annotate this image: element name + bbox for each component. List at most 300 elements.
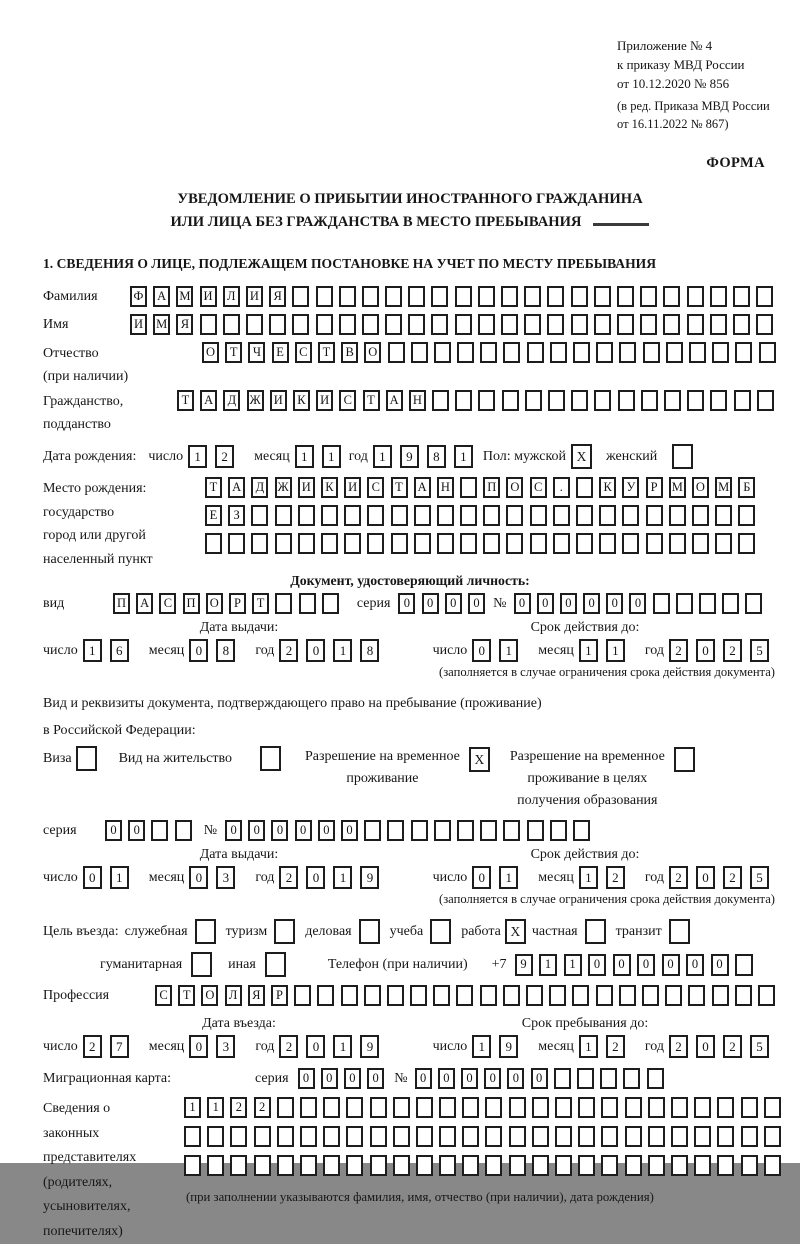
char-cell[interactable]: И xyxy=(200,286,217,307)
char-cell[interactable] xyxy=(506,533,523,554)
char-cell[interactable]: Д xyxy=(251,477,268,498)
char-cell[interactable] xyxy=(432,390,449,411)
char-cell[interactable] xyxy=(640,314,657,335)
char-cell[interactable] xyxy=(509,1126,526,1147)
char-cell[interactable] xyxy=(578,1155,595,1176)
char-cell[interactable] xyxy=(277,1155,294,1176)
char-cell[interactable]: 9 xyxy=(499,1035,518,1058)
char-cell[interactable] xyxy=(339,286,356,307)
char-cell[interactable] xyxy=(741,1097,758,1118)
char-cell[interactable] xyxy=(524,286,541,307)
char-cell[interactable] xyxy=(460,477,477,498)
char-cell[interactable] xyxy=(230,1155,247,1176)
char-cell[interactable] xyxy=(385,286,402,307)
char-cell[interactable] xyxy=(205,533,222,554)
char-cell[interactable] xyxy=(151,820,168,841)
char-cell[interactable]: 1 xyxy=(295,445,314,468)
char-cell[interactable]: К xyxy=(293,390,310,411)
char-cell[interactable] xyxy=(594,314,611,335)
char-cell[interactable] xyxy=(576,533,593,554)
char-cell[interactable] xyxy=(712,342,729,363)
char-cell[interactable] xyxy=(664,390,681,411)
char-cell[interactable]: Т xyxy=(391,477,408,498)
char-cell[interactable] xyxy=(547,286,564,307)
char-cell[interactable] xyxy=(554,1068,571,1089)
char-cell[interactable]: 5 xyxy=(750,639,769,662)
char-cell[interactable] xyxy=(414,505,431,526)
char-cell[interactable]: 0 xyxy=(696,639,715,662)
char-cell[interactable]: 8 xyxy=(360,639,379,662)
char-cell[interactable] xyxy=(246,314,263,335)
char-cell[interactable] xyxy=(455,314,472,335)
char-cell[interactable] xyxy=(573,820,590,841)
char-cell[interactable] xyxy=(646,505,663,526)
char-cell[interactable]: 0 xyxy=(472,639,491,662)
char-cell[interactable] xyxy=(622,533,639,554)
char-cell[interactable] xyxy=(462,1126,479,1147)
char-cell[interactable]: 1 xyxy=(333,1035,352,1058)
char-cell[interactable] xyxy=(408,314,425,335)
char-cell[interactable]: 0 xyxy=(438,1068,455,1089)
char-cell[interactable]: Р xyxy=(646,477,663,498)
char-cell[interactable] xyxy=(619,985,636,1006)
char-cell[interactable] xyxy=(385,314,402,335)
char-cell[interactable]: О xyxy=(364,342,381,363)
char-cell[interactable] xyxy=(622,505,639,526)
char-cell[interactable] xyxy=(300,1097,317,1118)
char-cell[interactable] xyxy=(506,505,523,526)
char-cell[interactable]: 7 xyxy=(110,1035,129,1058)
char-cell[interactable]: А xyxy=(153,286,170,307)
char-cell[interactable] xyxy=(391,505,408,526)
char-cell[interactable] xyxy=(433,985,450,1006)
char-cell[interactable] xyxy=(455,390,472,411)
char-cell[interactable] xyxy=(439,1097,456,1118)
char-cell[interactable]: 1 xyxy=(579,1035,598,1058)
char-cell[interactable]: 0 xyxy=(306,1035,325,1058)
char-cell[interactable] xyxy=(692,505,709,526)
char-cell[interactable]: Т xyxy=(225,342,242,363)
char-cell[interactable] xyxy=(764,1155,781,1176)
option-temp-residence-education-checkbox[interactable] xyxy=(674,747,695,772)
char-cell[interactable]: 5 xyxy=(750,1035,769,1058)
char-cell[interactable] xyxy=(694,1126,711,1147)
char-cell[interactable] xyxy=(687,286,704,307)
char-cell[interactable] xyxy=(408,286,425,307)
char-cell[interactable] xyxy=(292,314,309,335)
char-cell[interactable] xyxy=(665,985,682,1006)
char-cell[interactable] xyxy=(478,314,495,335)
char-cell[interactable]: А xyxy=(414,477,431,498)
char-cell[interactable] xyxy=(184,1126,201,1147)
char-cell[interactable] xyxy=(648,1126,665,1147)
char-cell[interactable] xyxy=(298,533,315,554)
char-cell[interactable]: К xyxy=(321,477,338,498)
char-cell[interactable]: 1 xyxy=(333,639,352,662)
char-cell[interactable] xyxy=(596,342,613,363)
option-temp-residence-checkbox[interactable]: X xyxy=(469,747,490,772)
char-cell[interactable]: 0 xyxy=(468,593,485,614)
char-cell[interactable] xyxy=(393,1126,410,1147)
char-cell[interactable]: 0 xyxy=(613,954,631,976)
char-cell[interactable]: 1 xyxy=(184,1097,201,1118)
char-cell[interactable] xyxy=(503,820,520,841)
char-cell[interactable]: 9 xyxy=(360,866,379,889)
char-cell[interactable]: 0 xyxy=(306,866,325,889)
char-cell[interactable] xyxy=(457,820,474,841)
char-cell[interactable]: 5 xyxy=(750,866,769,889)
char-cell[interactable] xyxy=(555,1155,572,1176)
char-cell[interactable]: 0 xyxy=(662,954,680,976)
char-cell[interactable]: 0 xyxy=(83,866,102,889)
char-cell[interactable] xyxy=(370,1097,387,1118)
char-cell[interactable] xyxy=(764,1126,781,1147)
char-cell[interactable]: С xyxy=(155,985,172,1006)
char-cell[interactable] xyxy=(300,1155,317,1176)
char-cell[interactable]: 0 xyxy=(189,1035,208,1058)
char-cell[interactable] xyxy=(594,390,611,411)
char-cell[interactable] xyxy=(434,342,451,363)
char-cell[interactable]: 2 xyxy=(669,866,688,889)
char-cell[interactable]: 1 xyxy=(579,639,598,662)
char-cell[interactable]: Т xyxy=(177,390,194,411)
char-cell[interactable] xyxy=(299,593,316,614)
char-cell[interactable]: Л xyxy=(223,286,240,307)
char-cell[interactable] xyxy=(669,505,686,526)
char-cell[interactable] xyxy=(550,820,567,841)
char-cell[interactable] xyxy=(758,985,775,1006)
char-cell[interactable]: 2 xyxy=(230,1097,247,1118)
char-cell[interactable]: З xyxy=(228,505,245,526)
char-cell[interactable]: 0 xyxy=(271,820,288,841)
char-cell[interactable] xyxy=(530,533,547,554)
char-cell[interactable] xyxy=(294,985,311,1006)
char-cell[interactable]: 1 xyxy=(110,866,129,889)
purpose-humanitarian-checkbox[interactable] xyxy=(191,952,212,977)
char-cell[interactable] xyxy=(555,1097,572,1118)
char-cell[interactable] xyxy=(416,1155,433,1176)
char-cell[interactable]: 0 xyxy=(514,593,531,614)
char-cell[interactable] xyxy=(292,286,309,307)
char-cell[interactable] xyxy=(300,1126,317,1147)
char-cell[interactable]: 2 xyxy=(723,639,742,662)
char-cell[interactable] xyxy=(485,1126,502,1147)
char-cell[interactable] xyxy=(228,533,245,554)
char-cell[interactable] xyxy=(641,390,658,411)
char-cell[interactable] xyxy=(687,314,704,335)
char-cell[interactable]: 9 xyxy=(515,954,533,976)
char-cell[interactable] xyxy=(648,1155,665,1176)
char-cell[interactable] xyxy=(254,1155,271,1176)
char-cell[interactable] xyxy=(480,985,497,1006)
char-cell[interactable]: О xyxy=(506,477,523,498)
char-cell[interactable] xyxy=(715,533,732,554)
char-cell[interactable] xyxy=(387,820,404,841)
char-cell[interactable] xyxy=(254,1126,271,1147)
char-cell[interactable] xyxy=(346,1155,363,1176)
char-cell[interactable]: 3 xyxy=(216,866,235,889)
char-cell[interactable] xyxy=(666,342,683,363)
char-cell[interactable] xyxy=(687,390,704,411)
char-cell[interactable] xyxy=(230,1126,247,1147)
char-cell[interactable]: И xyxy=(344,477,361,498)
char-cell[interactable] xyxy=(346,1097,363,1118)
char-cell[interactable] xyxy=(509,1097,526,1118)
char-cell[interactable] xyxy=(688,985,705,1006)
char-cell[interactable] xyxy=(298,505,315,526)
char-cell[interactable] xyxy=(640,286,657,307)
char-cell[interactable] xyxy=(735,342,752,363)
char-cell[interactable] xyxy=(367,505,384,526)
char-cell[interactable]: 0 xyxy=(422,593,439,614)
char-cell[interactable] xyxy=(671,1155,688,1176)
char-cell[interactable]: 0 xyxy=(583,593,600,614)
char-cell[interactable] xyxy=(393,1097,410,1118)
char-cell[interactable]: Ж xyxy=(275,477,292,498)
char-cell[interactable] xyxy=(483,533,500,554)
char-cell[interactable]: Р xyxy=(229,593,246,614)
char-cell[interactable] xyxy=(576,477,593,498)
char-cell[interactable]: 1 xyxy=(499,639,518,662)
char-cell[interactable] xyxy=(321,505,338,526)
char-cell[interactable]: 2 xyxy=(279,866,298,889)
char-cell[interactable] xyxy=(733,314,750,335)
char-cell[interactable]: 0 xyxy=(472,866,491,889)
char-cell[interactable] xyxy=(532,1155,549,1176)
char-cell[interactable]: И xyxy=(298,477,315,498)
char-cell[interactable] xyxy=(571,286,588,307)
char-cell[interactable]: А xyxy=(136,593,153,614)
char-cell[interactable] xyxy=(501,286,518,307)
char-cell[interactable]: С xyxy=(367,477,384,498)
char-cell[interactable] xyxy=(734,390,751,411)
char-cell[interactable] xyxy=(501,314,518,335)
char-cell[interactable]: С xyxy=(295,342,312,363)
char-cell[interactable] xyxy=(722,593,739,614)
char-cell[interactable] xyxy=(367,533,384,554)
char-cell[interactable]: 8 xyxy=(427,445,446,468)
char-cell[interactable]: 0 xyxy=(686,954,704,976)
char-cell[interactable] xyxy=(689,342,706,363)
char-cell[interactable] xyxy=(275,533,292,554)
char-cell[interactable] xyxy=(663,286,680,307)
char-cell[interactable] xyxy=(548,390,565,411)
char-cell[interactable] xyxy=(251,505,268,526)
char-cell[interactable]: 1 xyxy=(606,639,625,662)
char-cell[interactable] xyxy=(532,1126,549,1147)
char-cell[interactable]: 0 xyxy=(341,820,358,841)
char-cell[interactable] xyxy=(738,533,755,554)
char-cell[interactable] xyxy=(437,505,454,526)
char-cell[interactable]: 0 xyxy=(606,593,623,614)
char-cell[interactable] xyxy=(553,533,570,554)
char-cell[interactable]: 0 xyxy=(537,593,554,614)
char-cell[interactable] xyxy=(594,286,611,307)
char-cell[interactable] xyxy=(715,505,732,526)
purpose-other-checkbox[interactable] xyxy=(265,952,286,977)
char-cell[interactable]: О xyxy=(206,593,223,614)
char-cell[interactable] xyxy=(344,533,361,554)
char-cell[interactable] xyxy=(439,1155,456,1176)
char-cell[interactable] xyxy=(738,505,755,526)
char-cell[interactable]: 1 xyxy=(564,954,582,976)
char-cell[interactable] xyxy=(741,1126,758,1147)
char-cell[interactable] xyxy=(623,1068,640,1089)
char-cell[interactable]: Т xyxy=(252,593,269,614)
char-cell[interactable]: И xyxy=(130,314,147,335)
char-cell[interactable]: В xyxy=(341,342,358,363)
char-cell[interactable] xyxy=(759,342,776,363)
char-cell[interactable] xyxy=(317,985,334,1006)
char-cell[interactable]: 0 xyxy=(588,954,606,976)
char-cell[interactable]: 0 xyxy=(398,593,415,614)
char-cell[interactable]: 0 xyxy=(105,820,122,841)
char-cell[interactable] xyxy=(576,505,593,526)
char-cell[interactable]: 0 xyxy=(696,866,715,889)
char-cell[interactable]: 1 xyxy=(499,866,518,889)
char-cell[interactable] xyxy=(527,342,544,363)
char-cell[interactable] xyxy=(571,390,588,411)
char-cell[interactable]: Я xyxy=(269,286,286,307)
char-cell[interactable]: С xyxy=(339,390,356,411)
char-cell[interactable] xyxy=(745,593,762,614)
char-cell[interactable]: Е xyxy=(205,505,222,526)
char-cell[interactable] xyxy=(207,1155,224,1176)
sex-male-checkbox[interactable]: X xyxy=(571,444,592,469)
char-cell[interactable]: П xyxy=(113,593,130,614)
char-cell[interactable]: 1 xyxy=(472,1035,491,1058)
char-cell[interactable] xyxy=(625,1097,642,1118)
char-cell[interactable]: И xyxy=(270,390,287,411)
char-cell[interactable] xyxy=(269,314,286,335)
char-cell[interactable] xyxy=(431,314,448,335)
char-cell[interactable]: 3 xyxy=(216,1035,235,1058)
char-cell[interactable] xyxy=(694,1097,711,1118)
char-cell[interactable] xyxy=(530,505,547,526)
char-cell[interactable] xyxy=(184,1155,201,1176)
char-cell[interactable]: П xyxy=(183,593,200,614)
char-cell[interactable]: Е xyxy=(272,342,289,363)
option-residence-permit-checkbox[interactable] xyxy=(260,746,281,771)
char-cell[interactable] xyxy=(485,1097,502,1118)
char-cell[interactable] xyxy=(344,505,361,526)
char-cell[interactable]: 0 xyxy=(507,1068,524,1089)
char-cell[interactable]: 2 xyxy=(669,1035,688,1058)
char-cell[interactable] xyxy=(455,286,472,307)
char-cell[interactable] xyxy=(525,390,542,411)
char-cell[interactable] xyxy=(625,1155,642,1176)
char-cell[interactable] xyxy=(524,314,541,335)
char-cell[interactable]: 8 xyxy=(216,639,235,662)
char-cell[interactable] xyxy=(757,390,774,411)
char-cell[interactable]: Н xyxy=(409,390,426,411)
char-cell[interactable] xyxy=(601,1097,618,1118)
char-cell[interactable]: 0 xyxy=(560,593,577,614)
char-cell[interactable]: 0 xyxy=(367,1068,384,1089)
purpose-work-checkbox[interactable]: X xyxy=(505,919,526,944)
char-cell[interactable]: Н xyxy=(437,477,454,498)
char-cell[interactable]: И xyxy=(316,390,333,411)
char-cell[interactable] xyxy=(411,820,428,841)
char-cell[interactable]: У xyxy=(622,477,639,498)
char-cell[interactable] xyxy=(578,1126,595,1147)
char-cell[interactable] xyxy=(462,1155,479,1176)
char-cell[interactable] xyxy=(364,820,381,841)
char-cell[interactable] xyxy=(364,985,381,1006)
char-cell[interactable] xyxy=(571,314,588,335)
char-cell[interactable]: 2 xyxy=(215,445,234,468)
char-cell[interactable]: 0 xyxy=(248,820,265,841)
char-cell[interactable]: О xyxy=(202,342,219,363)
char-cell[interactable]: 0 xyxy=(321,1068,338,1089)
char-cell[interactable]: 0 xyxy=(225,820,242,841)
char-cell[interactable] xyxy=(480,820,497,841)
char-cell[interactable]: 0 xyxy=(306,639,325,662)
char-cell[interactable]: 1 xyxy=(373,445,392,468)
char-cell[interactable] xyxy=(671,1097,688,1118)
char-cell[interactable] xyxy=(555,1126,572,1147)
char-cell[interactable] xyxy=(599,505,616,526)
char-cell[interactable]: 2 xyxy=(723,866,742,889)
char-cell[interactable] xyxy=(526,985,543,1006)
char-cell[interactable]: О xyxy=(692,477,709,498)
char-cell[interactable] xyxy=(316,286,333,307)
char-cell[interactable] xyxy=(710,390,727,411)
purpose-business-checkbox[interactable] xyxy=(359,919,380,944)
char-cell[interactable]: А xyxy=(200,390,217,411)
char-cell[interactable]: Б xyxy=(738,477,755,498)
char-cell[interactable] xyxy=(275,505,292,526)
char-cell[interactable]: Ч xyxy=(248,342,265,363)
char-cell[interactable] xyxy=(619,342,636,363)
char-cell[interactable]: . xyxy=(553,477,570,498)
char-cell[interactable]: 0 xyxy=(128,820,145,841)
char-cell[interactable]: 0 xyxy=(298,1068,315,1089)
char-cell[interactable] xyxy=(733,286,750,307)
char-cell[interactable] xyxy=(323,1155,340,1176)
char-cell[interactable] xyxy=(323,1097,340,1118)
char-cell[interactable]: 0 xyxy=(344,1068,361,1089)
char-cell[interactable]: 2 xyxy=(606,1035,625,1058)
char-cell[interactable] xyxy=(712,985,729,1006)
purpose-official-checkbox[interactable] xyxy=(195,919,216,944)
char-cell[interactable]: Я xyxy=(248,985,265,1006)
char-cell[interactable]: Т xyxy=(318,342,335,363)
char-cell[interactable] xyxy=(578,1097,595,1118)
char-cell[interactable]: М xyxy=(153,314,170,335)
char-cell[interactable] xyxy=(414,533,431,554)
char-cell[interactable] xyxy=(416,1126,433,1147)
char-cell[interactable] xyxy=(550,342,567,363)
char-cell[interactable] xyxy=(339,314,356,335)
char-cell[interactable] xyxy=(553,505,570,526)
char-cell[interactable]: 1 xyxy=(539,954,557,976)
char-cell[interactable] xyxy=(671,1126,688,1147)
char-cell[interactable]: 2 xyxy=(723,1035,742,1058)
char-cell[interactable] xyxy=(439,1126,456,1147)
char-cell[interactable] xyxy=(434,820,451,841)
char-cell[interactable] xyxy=(764,1097,781,1118)
char-cell[interactable] xyxy=(735,954,753,976)
char-cell[interactable]: 1 xyxy=(579,866,598,889)
char-cell[interactable]: 0 xyxy=(461,1068,478,1089)
char-cell[interactable] xyxy=(457,342,474,363)
char-cell[interactable] xyxy=(388,342,405,363)
char-cell[interactable] xyxy=(277,1097,294,1118)
char-cell[interactable]: 0 xyxy=(189,866,208,889)
char-cell[interactable] xyxy=(573,342,590,363)
char-cell[interactable] xyxy=(717,1155,734,1176)
